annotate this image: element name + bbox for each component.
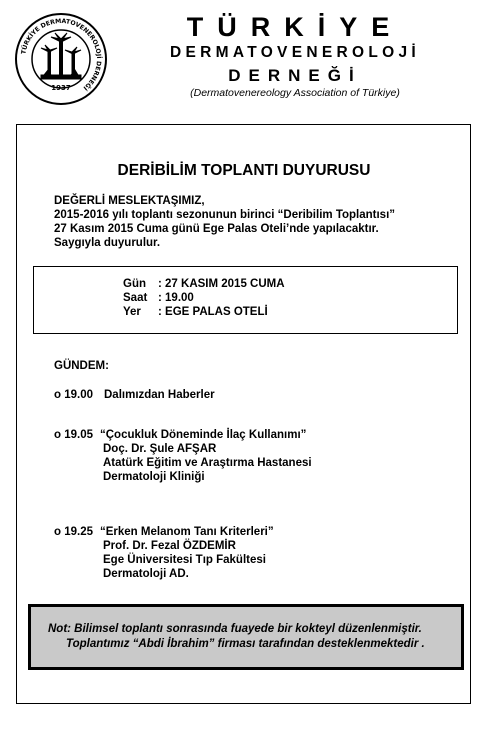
association-logo [14, 12, 108, 106]
body-line-2: 27 Kasım 2015 Cuma günü Ege Palas Oteli’nde yapılacaktır. [54, 223, 379, 235]
detail-label-day: Gün [123, 278, 146, 290]
detail-value-time: : 19.00 [158, 292, 194, 304]
agenda-item-2-title: “Çocukluk Döneminde İlaç Kullanımı” [100, 429, 307, 441]
agenda-item-1-time: o 19.00 [54, 389, 93, 401]
header-subtitle: (Dermatovenereology Association of Türkiye) [190, 87, 400, 99]
detail-value-place: : EGE PALAS OTELİ [158, 306, 268, 318]
header-line-2: DERMATOVENEROLOJİ [170, 44, 420, 61]
detail-label-time: Saat [123, 292, 148, 304]
agenda-item-1-title: Dalımızdan Haberler [104, 389, 215, 401]
agenda-item-3-time: o 19.25 [54, 526, 93, 538]
header-line-3: DERNEĞİ [228, 66, 362, 85]
detail-label-place: Yer [123, 306, 141, 318]
note-line-1: Not: Bilimsel toplantı sonrasında fuayede bir kokteyl düzenlenmiştir. [48, 623, 422, 635]
agenda-item-3-speaker: Prof. Dr. Fezal ÖZDEMİR [103, 540, 236, 552]
agenda-heading: GÜNDEM: [54, 360, 109, 372]
greeting: DEĞERLİ MESLEKTAŞIMIZ, [54, 195, 205, 207]
logo-year: 1937 [51, 84, 71, 92]
agenda-item-2-institution: Atatürk Eğitim ve Araştırma Hastanesi [103, 457, 312, 469]
agenda-item-3-department: Dermatoloji AD. [103, 568, 189, 580]
body-line-1: 2015-2016 yılı toplantı sezonunun birinci “Deribilim Toplantısı” [54, 209, 396, 221]
agenda-item-2-time: o 19.05 [54, 429, 93, 441]
header-line-1: TÜRKİYE [186, 12, 404, 42]
announcement-title: DERİBİLİM TOPLANTI DUYURUSU [117, 162, 371, 179]
agenda-item-3-institution: Ege Üniversitesi Tıp Fakültesi [103, 554, 266, 566]
note-line-2: Toplantımız “Abdi İbrahim” firması tarafından desteklenmektedir . [66, 638, 425, 650]
agenda-item-3-title: “Erken Melanom Tanı Kriterleri” [100, 526, 274, 538]
agenda-item-2-speaker: Doç. Dr. Şule AFŞAR [103, 443, 217, 455]
logo-ring-text: TÜRKİYE DERMATOVENEROLOJİ DERNEĞİ [20, 17, 103, 92]
body-line-3: Saygıyla duyurulur. [54, 237, 161, 249]
agenda-item-2-department: Dermatoloji Kliniği [103, 471, 205, 483]
detail-value-day: : 27 KASIM 2015 CUMA [158, 278, 285, 290]
